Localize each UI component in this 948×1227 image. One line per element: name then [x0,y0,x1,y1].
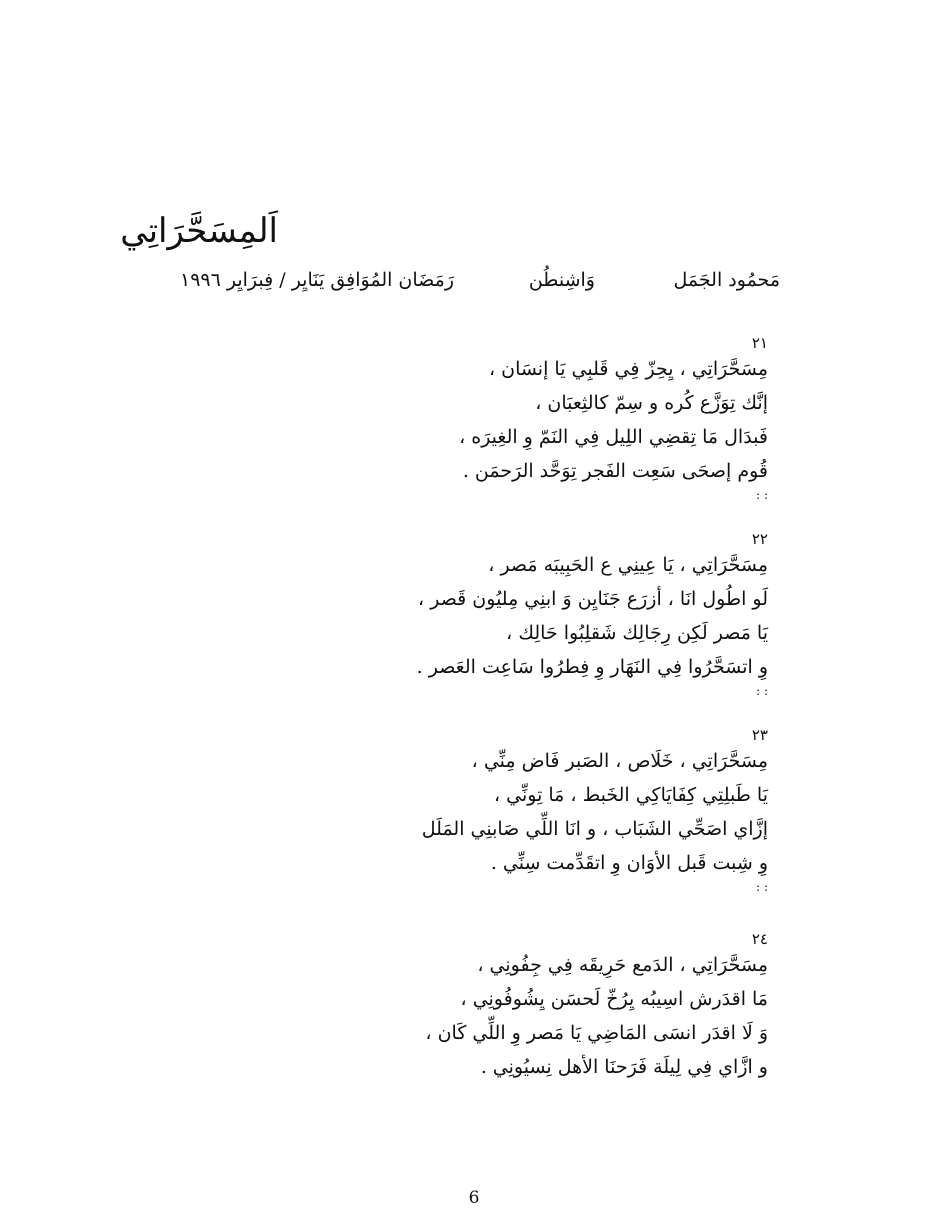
verse-line: مِسَحَّرَاتِي ، يَا عِينِي ع الحَبِيبَه مَصر ، [488,554,768,576]
verse-line: و ازَّاي فِي لِيلَة فَرَحنَا الأهل نِسيُونِي . [480,1056,768,1078]
page-title: اَلمِسَحَّرَاتِي [120,211,278,251]
verse-line: يَا طَبلِتِي كِفَايَاكِي الخَبط ، مَا تِونِّي ، [493,784,768,806]
stanza-number: ٢٣ [751,726,768,744]
verse-line: وِ شِبت قَبل الأوَان وِ اتقَدِّمت سِنِّي . [490,852,768,874]
stanza [459,334,768,502]
page-number: 6 [468,1188,480,1208]
byline [180,262,780,298]
verse-line: مِسَحَّرَاتِي ، الدَمع حَرِيقَه فِي جِفُونِي ، [477,954,768,976]
stanza-number: ٢٤ [751,930,768,948]
verse-line: مِسَحَّرَاتِي ، خَلَاص ، الصَبر فَاض مِنِّي ، [471,750,768,772]
stanza-separator: : : [756,488,768,502]
verse-line: قُوم إصحَى سَعِت الفَجر تِوَحَّد الرَحمَن . [462,460,768,482]
verse-line: مِسَحَّرَاتِي ، يِحِزّ فِي قَلبِي يَا إنسَان ، [488,358,768,380]
verse-line: وِ اتسَحَّرُوا فِي النَهَار وِ فِطرُوا سَاعِت العَصر . [416,656,768,678]
stanza-number: ٢١ [751,334,768,352]
city-name: وَاشِنطُن [528,269,595,291]
verse-line: فَبدَال مَا تِقضِي اللِيل فِي النَمّ وِ الغِيرَه ، [459,426,768,448]
verse-line: يَا مَصر لَكِن رِجَالِك شَقلِبُوا حَالِك ، [506,622,768,644]
stanza-separator: : : [756,880,768,894]
author-name: مَحمُود الجَمَل [673,269,780,291]
date-line: رَمَضَان المُوَافِق يَنَايِر / فِبرَايِر ١٩٩٦ [180,269,455,291]
verse-line: لَو اطُول انَا ، أزرَع جَنَايِن وَ ابنِي مِليُون قَصر ، [418,588,768,610]
stanza [422,726,768,894]
verse-line: وَ لَا اقدَر انسَى المَاضِي يَا مَصر وِ اللِّي كَان ، [425,1022,768,1044]
stanza [425,930,768,1084]
stanza-number: ٢٢ [751,530,768,548]
verse-line: إنَّك تِوَزَّع كُره و سِمّ كالثِعبَان ، [535,392,768,414]
verse-line: مَا اقدَرش اسِيبُه يِرُخّ لَحسَن يِشُوفُونِي ، [460,988,768,1010]
stanza [417,530,768,698]
stanza-separator: : : [756,684,768,698]
verse-line: إزَّاي اصَحِّي الشَبَاب ، و انَا اللِّي صَابنِي المَلَل [421,818,768,840]
